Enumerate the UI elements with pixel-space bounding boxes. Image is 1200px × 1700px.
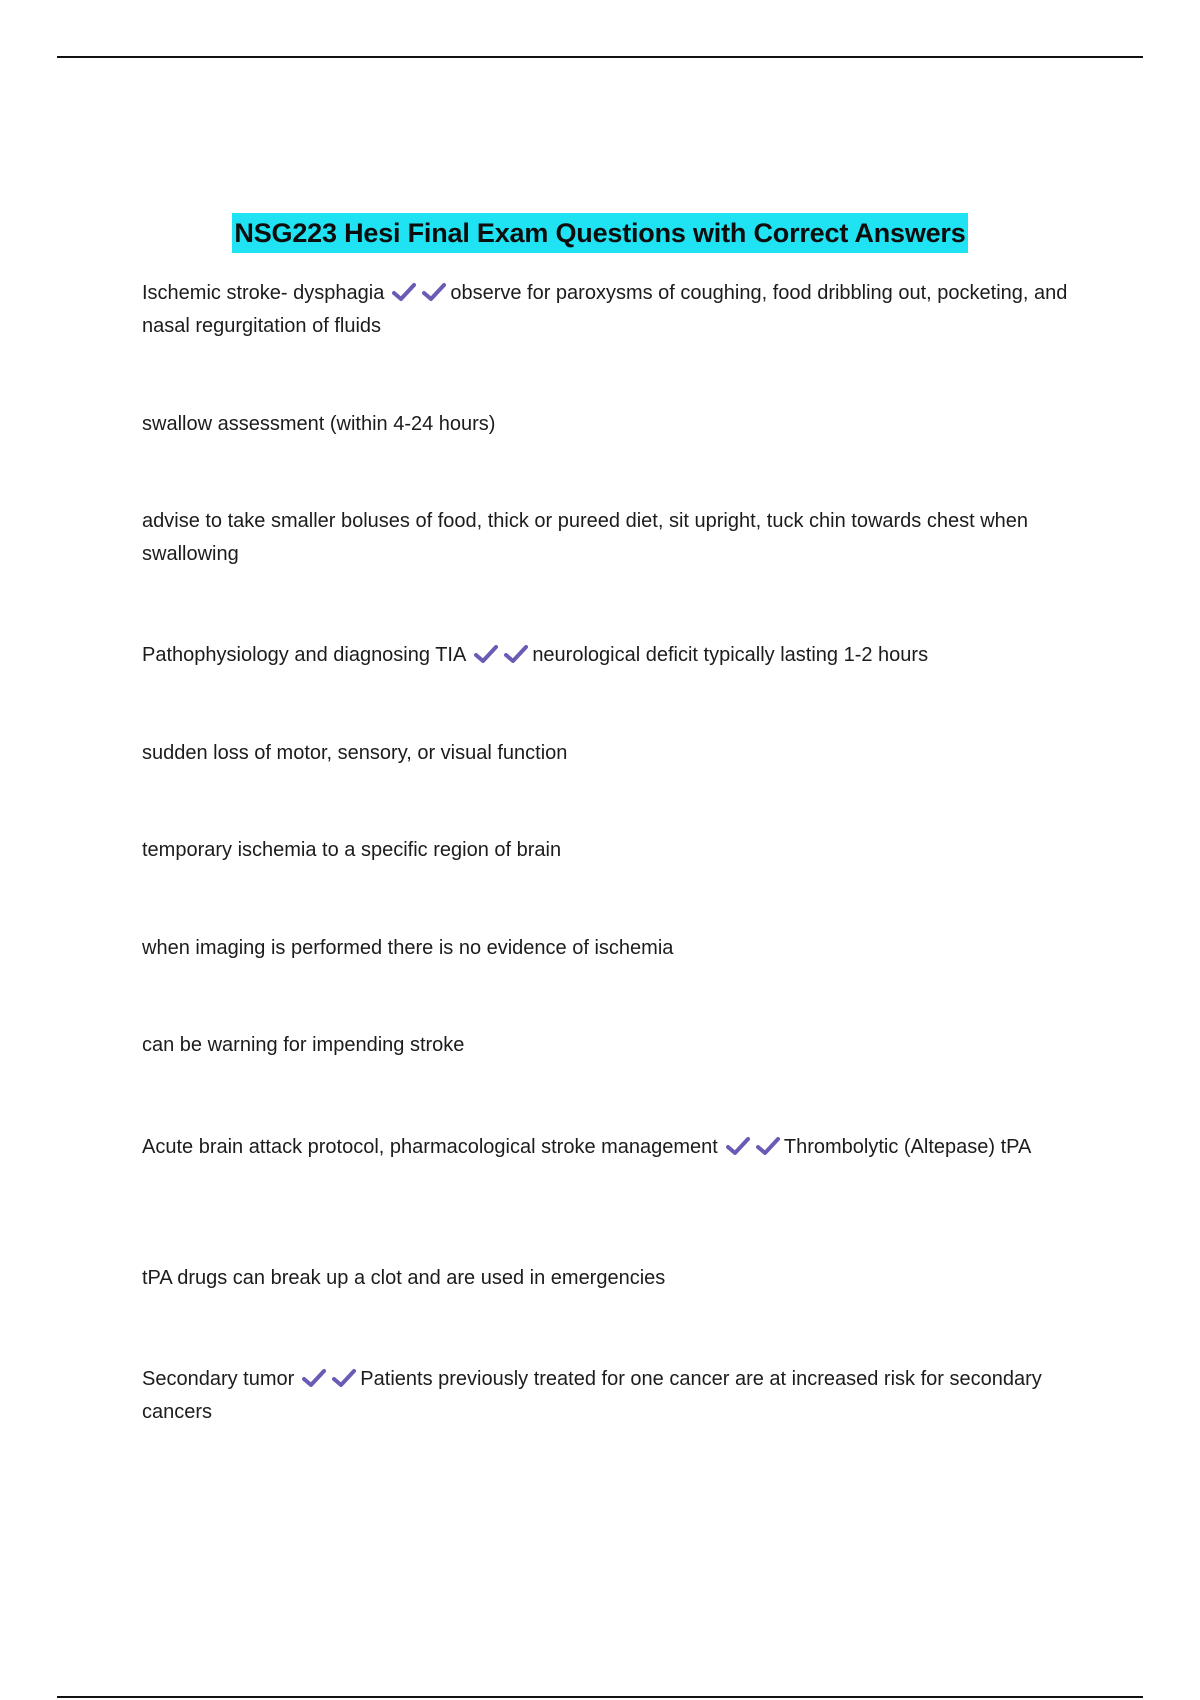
note-entry (142, 932, 1072, 965)
qa-entry (142, 1363, 1072, 1429)
checkmark-icon (332, 1368, 356, 1388)
top-rule (57, 56, 1143, 58)
checkmark-icon (726, 1136, 750, 1156)
checkmark-icon (474, 644, 498, 664)
question-text: Secondary tumor (142, 1368, 295, 1390)
bottom-rule (57, 1696, 1143, 1698)
document-title: NSG223 Hesi Final Exam Questions with Correct Answers (232, 213, 967, 253)
note-entry (142, 1262, 1072, 1295)
question-text: Acute brain attack protocol, pharmacological stroke management (142, 1136, 718, 1158)
answer-text: neurological deficit typically lasting 1-2 hours (532, 644, 929, 666)
checkmark-icon (392, 282, 416, 302)
answer-text: observe for paroxysms of coughing, food dribbling out, pocketing, and nasal regurgitation of fluids (142, 282, 1068, 337)
note-text: tPA drugs can break up a clot and are used in emergencies (142, 1267, 666, 1289)
checkmark-icon (302, 1368, 326, 1388)
checkmark-icon (756, 1136, 780, 1156)
question-text: Ischemic stroke- dysphagia (142, 282, 385, 304)
question-text: Pathophysiology and diagnosing TIA (142, 644, 467, 666)
answer-text: Patients previously treated for one cancer are at increased risk for secondary cancers (142, 1368, 1042, 1423)
title-container (0, 213, 1200, 253)
note-text: advise to take smaller boluses of food, thick or pureed diet, sit upright, tuck chin towards chest when swallowing (142, 510, 1029, 565)
note-text: when imaging is performed there is no evidence of ischemia (142, 937, 674, 959)
note-text: temporary ischemia to a specific region of brain (142, 839, 562, 861)
checkmark-icon (422, 282, 446, 302)
note-text: swallow assessment (within 4-24 hours) (142, 413, 496, 435)
note-text: sudden loss of motor, sensory, or visual function (142, 742, 568, 764)
qa-entry (142, 277, 1072, 343)
note-entry (142, 505, 1072, 571)
note-entry (142, 408, 1072, 441)
note-entry (142, 834, 1072, 867)
note-text: can be warning for impending stroke (142, 1034, 465, 1056)
checkmark-icon (504, 644, 528, 664)
note-entry (142, 737, 1072, 770)
note-entry (142, 1029, 1072, 1062)
answer-text: Thrombolytic (Altepase) tPA (783, 1136, 1032, 1158)
qa-entry (142, 1131, 1072, 1164)
qa-entry (142, 639, 1072, 672)
